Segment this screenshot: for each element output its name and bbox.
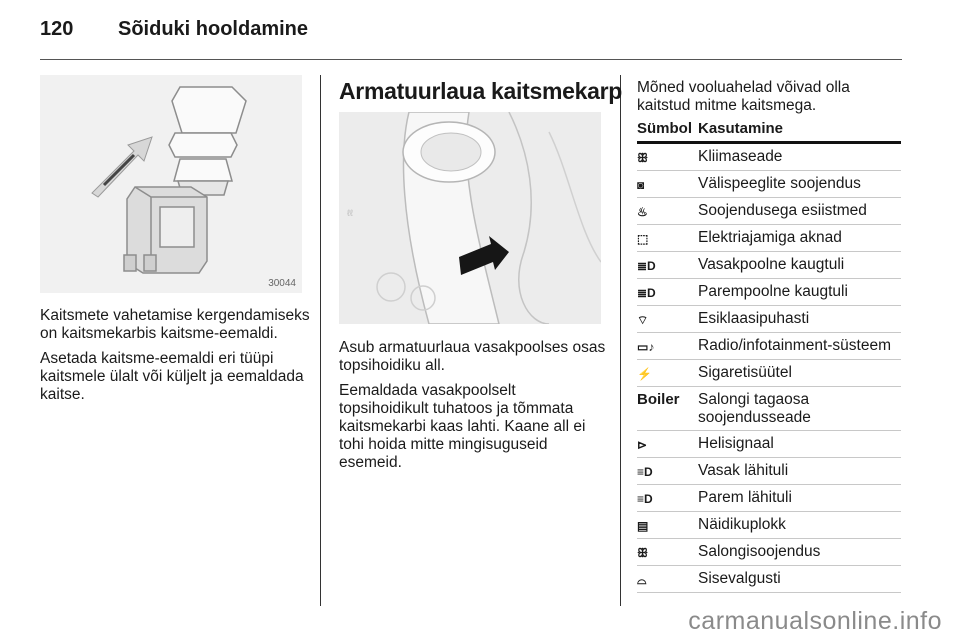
page-number: 120 [40,18,74,40]
instrument-cluster-icon: ▤ [637,512,698,539]
section-heading: Armatuurlaua kaitsmekarp [339,78,622,104]
usage-cell: Elektriajamiga aknad [698,225,901,252]
watermark: carmanualsonline.info [688,607,942,635]
usage-cell: Esiklaasipuhasti [698,306,901,333]
paragraph: Eemaldada vasakpoolselt topsihoidikult tuhatoos ja tõmmata kaitsmekarbi kaas lahti. Kaane all ei tohi hoida mitte mingisuguseid esemeid. [339,382,586,471]
usage-cell: Kliimaseade [698,143,901,171]
paragraph: Kaitsmete vahetamise kergendamiseks on kaitsmekarbis kaitsme-eemaldi. [40,307,310,342]
paragraph: Asub armatuurlaua vasakpoolses osas topsihoidiku all. [339,339,606,374]
column-divider [620,75,621,606]
lighter-icon: ⚡ [637,360,698,387]
usage-cell: Parem lähituli [698,485,901,512]
fuse-remover-illustration [40,75,302,293]
middle-text [339,339,609,479]
page-title: Sõiduki hooldamine [118,18,309,40]
table-header-row [637,120,901,143]
table-row [637,387,901,431]
usage-cell: Vasakpoolne kaugtuli [698,252,901,279]
header-rule [40,59,902,60]
usage-cell: Salongi tagaosa soojendusseade [698,387,901,431]
dashboard-fusebox-illustration [339,112,601,324]
paragraph: Asetada kaitsme-eemaldi eri tüüpi kaitsmele ülalt või küljelt ja eemaldada kaitse. [40,350,304,403]
paragraph: Mõned vooluahelad võivad olla kaitstud mitme kaitsmega. [637,79,850,114]
low-beam-icon: ≡D [637,458,698,485]
left-text [40,307,310,411]
table-row [637,458,901,485]
high-beam-icon: ≣D [637,252,698,279]
table-row [637,143,901,171]
table-row [637,279,901,306]
fuse-symbol-table [637,120,901,593]
right-intro [637,79,899,122]
table-row [637,171,901,198]
table-row [637,360,901,387]
table-row [637,306,901,333]
col-header-symbol: Sümbol [637,120,698,143]
usage-cell: Sisevalgusti [698,566,901,593]
wiper-icon: ⌔ [637,306,698,333]
usage-cell: Radio/infotainment-süsteem [698,333,901,360]
seat-heat-icon: ♨ [637,198,698,225]
usage-cell: Näidikuplokk [698,512,901,539]
radio-icon: ▭♪ [637,333,698,360]
table-row [637,485,901,512]
boiler-symbol: Boiler [637,387,698,431]
usage-cell: Salongisoojendus [698,539,901,566]
page-header [40,18,308,41]
table-row [637,225,901,252]
power-window-icon: ⬚ [637,225,698,252]
ac-icon: ꕥ [637,143,698,171]
usage-cell: Parempoolne kaugtuli [698,279,901,306]
table-row [637,333,901,360]
table-row [637,566,901,593]
table-row [637,431,901,458]
low-beam-icon: ≡D [637,485,698,512]
mirror-heat-icon: ◙ [637,171,698,198]
interior-heat-icon: ꕥ [637,539,698,566]
interior-light-icon: ⌓ [637,566,698,593]
figure-number: 30044 [268,278,296,289]
table-row [637,512,901,539]
usage-cell: Vasak lähituli [698,458,901,485]
col-header-usage: Kasutamine [698,120,901,143]
table-row [637,539,901,566]
usage-cell: Sigaretisüütel [698,360,901,387]
table-row [637,198,901,225]
table-row [637,252,901,279]
column-divider [320,75,321,606]
high-beam-icon: ≣D [637,279,698,306]
horn-icon: ⊳ [637,431,698,458]
usage-cell: Soojendusega esiistmed [698,198,901,225]
usage-cell: Välispeeglite soojendus [698,171,901,198]
usage-cell: Helisignaal [698,431,901,458]
svg-text:ℓℓ: ℓℓ [347,208,353,218]
